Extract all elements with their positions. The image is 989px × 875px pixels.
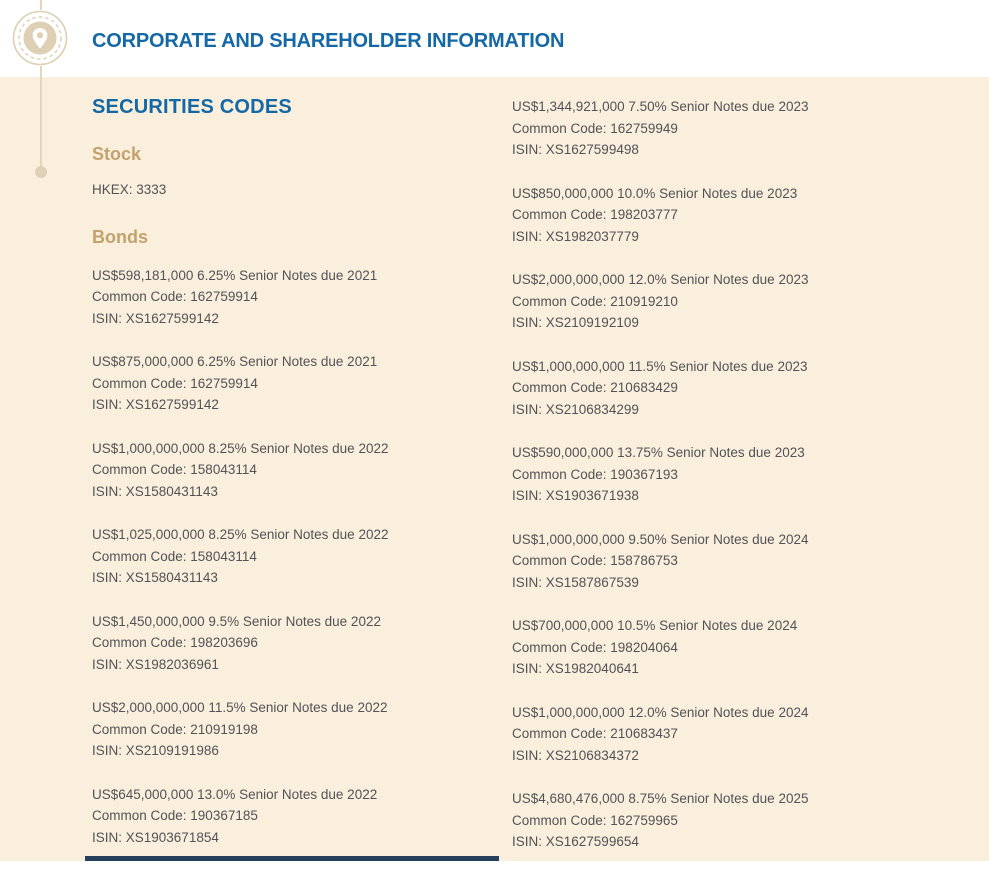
- bond-isin: ISIN: XS2106834299: [512, 401, 639, 417]
- spine-dot: [35, 166, 47, 178]
- bond-isin: ISIN: XS1982036961: [92, 656, 219, 672]
- bond-isin: ISIN: XS1982040641: [512, 661, 639, 676]
- bond-entry: [512, 269, 952, 334]
- bond-list-right: [512, 96, 952, 853]
- bond-name: US$1,000,000,000 12.0% Senior Notes due 2024: [512, 704, 809, 720]
- bond-entry: [92, 784, 512, 849]
- bond-isin: ISIN: XS1627599142: [92, 397, 219, 412]
- bond-common-code: Common Code: 162759965: [512, 812, 678, 828]
- page-title: CORPORATE AND SHAREHOLDER INFORMATION: [92, 30, 565, 52]
- right-column: [512, 96, 952, 875]
- bond-common-code: Common Code: 210683429: [512, 380, 678, 395]
- bond-common-code: Common Code: 190367193: [512, 466, 678, 482]
- bond-name: US$598,181,000 6.25% Senior Notes due 2021: [92, 267, 378, 283]
- bond-name: US$1,000,000,000 9.50% Senior Notes due 2024: [512, 531, 809, 547]
- left-column: [92, 96, 512, 875]
- bond-isin: ISIN: XS1627599654: [512, 834, 639, 849]
- bond-entry: [512, 356, 952, 421]
- content-area: [0, 77, 989, 861]
- bond-list-left: [92, 265, 512, 849]
- bond-isin: ISIN: XS1903671854: [92, 829, 219, 845]
- bond-entry: [92, 524, 512, 589]
- bond-entry: [92, 265, 512, 330]
- bond-name: US$1,000,000,000 8.25% Senior Notes due 2022: [92, 440, 389, 456]
- bond-name: US$700,000,000 10.5% Senior Notes due 2024: [512, 618, 798, 633]
- bond-isin: ISIN: XS1903671938: [512, 488, 639, 503]
- bonds-heading: Bonds: [92, 226, 148, 247]
- bond-name: US$645,000,000 13.0% Senior Notes due 2022: [92, 786, 378, 802]
- bond-name: US$875,000,000 6.25% Senior Notes due 2021: [92, 354, 378, 369]
- bond-common-code: Common Code: 210683437: [512, 726, 678, 741]
- bond-name: US$850,000,000 10.0% Senior Notes due 2023: [512, 185, 798, 201]
- bond-isin: ISIN: XS1587867539: [512, 574, 639, 590]
- bond-name: US$1,025,000,000 8.25% Senior Notes due 2022: [92, 527, 389, 542]
- bond-entry: [92, 697, 512, 762]
- bond-entry: [512, 96, 952, 161]
- bond-entry: [512, 615, 952, 680]
- bond-entry: [92, 351, 512, 416]
- bond-entry: [512, 702, 952, 767]
- bond-name: US$2,000,000,000 11.5% Senior Notes due 2022: [92, 700, 388, 715]
- bond-isin: ISIN: XS2109192109: [512, 315, 639, 330]
- bond-common-code: Common Code: 190367185: [92, 808, 258, 823]
- bond-common-code: Common Code: 162759949: [512, 120, 678, 136]
- bond-entry: [512, 183, 952, 248]
- bond-isin: ISIN: XS1982037779: [512, 228, 639, 244]
- bond-common-code: Common Code: 162759914: [92, 289, 258, 304]
- bond-isin: ISIN: XS1580431143: [92, 483, 218, 499]
- bond-common-code: Common Code: 198203696: [92, 635, 258, 650]
- bond-name: US$590,000,000 13.75% Senior Notes due 2023: [512, 445, 805, 460]
- location-pin-badge-icon: [11, 9, 69, 67]
- section-title: SECURITIES CODES: [92, 96, 292, 118]
- bond-entry: [92, 438, 512, 503]
- bond-common-code: Common Code: 158043114: [92, 462, 257, 477]
- bond-isin: ISIN: XS2109191986: [92, 743, 219, 758]
- bond-isin: ISIN: XS2106834372: [512, 747, 639, 763]
- bond-common-code: Common Code: 158786753: [512, 553, 678, 568]
- bond-common-code: Common Code: 198204064: [512, 639, 678, 655]
- bond-isin: ISIN: XS1627599142: [92, 310, 219, 326]
- bond-common-code: Common Code: 162759914: [92, 375, 258, 391]
- bond-isin: ISIN: XS1580431143: [92, 570, 218, 585]
- page-header: [0, 0, 989, 77]
- bond-name: US$1,450,000,000 9.5% Senior Notes due 2022: [92, 613, 381, 629]
- bond-entry: [92, 611, 512, 676]
- bond-common-code: Common Code: 198203777: [512, 207, 678, 222]
- bond-name: US$4,680,476,000 8.75% Senior Notes due 2025: [512, 791, 809, 806]
- bond-entry: [512, 529, 952, 594]
- bond-name: US$1,000,000,000 11.5% Senior Notes due 2023: [512, 358, 808, 374]
- bond-name: US$2,000,000,000 12.0% Senior Notes due 2023: [512, 272, 809, 287]
- bond-common-code: Common Code: 210919198: [92, 721, 258, 737]
- stock-heading: Stock: [92, 144, 142, 164]
- bond-entry: [512, 442, 952, 507]
- bond-common-code: Common Code: 210919210: [512, 293, 678, 309]
- bond-name: US$1,344,921,000 7.50% Senior Notes due 2023: [512, 99, 809, 114]
- two-column-layout: [0, 77, 989, 875]
- bond-common-code: Common Code: 158043114: [92, 548, 257, 564]
- stock-listing: HKEX: 3333: [92, 182, 167, 197]
- bond-entry: [512, 788, 952, 853]
- bond-isin: ISIN: XS1627599498: [512, 142, 639, 157]
- cutoff-next-section-rule: [85, 856, 499, 861]
